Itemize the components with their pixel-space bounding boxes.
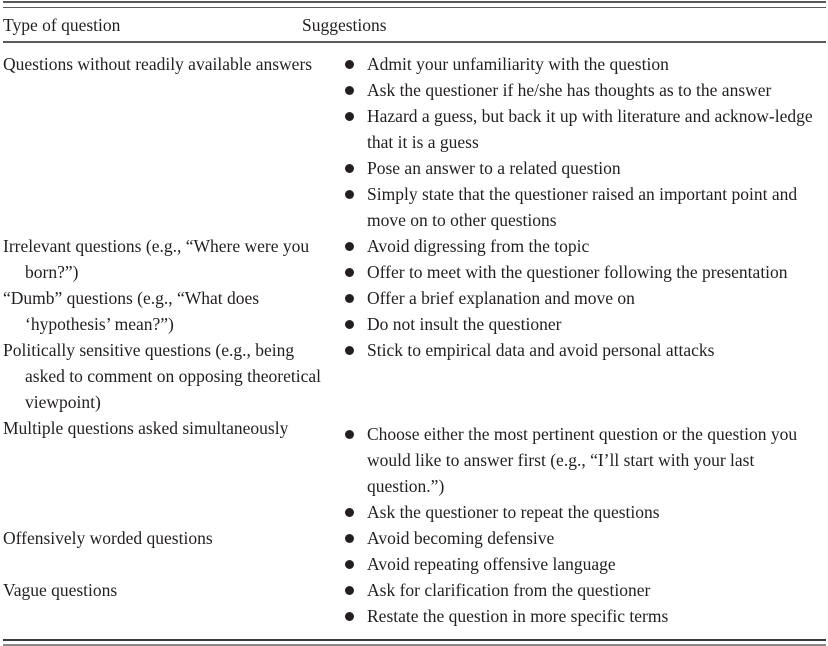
suggestion-item: Avoid repeating offensive language: [337, 551, 826, 577]
suggestion-item: Hazard a guess, but back it up with literature and acknow-ledge that it is a guess: [337, 103, 826, 155]
bullet-icon: [345, 534, 354, 543]
bullet-icon: [345, 508, 354, 517]
questions-table: [3, 0, 826, 646]
table-row: [3, 415, 826, 525]
table-body: [3, 43, 826, 629]
suggestion-item: Offer a brief explanation and move on: [337, 285, 826, 311]
table-row: [3, 337, 826, 415]
suggestion-list: [337, 51, 826, 233]
bullet-icon: [345, 112, 354, 121]
bullet-icon: [345, 294, 354, 303]
table-row: [3, 577, 826, 629]
suggestion-item: Ask the questioner if he/she has thoughts as to the answer: [337, 77, 826, 103]
question-type: Irrelevant questions (e.g., “Where were you born?”): [3, 236, 310, 282]
bullet-icon: [345, 190, 354, 199]
table-header: [3, 8, 826, 41]
suggestion-item: Choose either the most pertinent question or the question you would like to answer first (e.g., “I’ll start with your last question.”): [337, 421, 826, 499]
bullet-icon: [345, 86, 354, 95]
question-type: Politically sensitive questions (e.g., being asked to comment on opposing theoretical viewpoint): [3, 340, 321, 412]
suggestion-item: Avoid digressing from the topic: [337, 233, 826, 259]
suggestion-item: Admit your unfamiliarity with the question: [337, 51, 826, 77]
bottom-rule: [3, 639, 826, 641]
question-type: Offensively worded questions: [3, 528, 213, 548]
question-type: “Dumb” questions (e.g., “What does ‘hypothesis’ mean?”): [3, 288, 260, 334]
suggestion-list: [337, 577, 826, 629]
suggestion-list: [337, 525, 826, 577]
suggestion-item: Ask for clarification from the questioner: [337, 577, 826, 603]
suggestion-item: Pose an answer to a related question: [337, 155, 826, 181]
header-suggestions: Suggestions: [302, 14, 387, 35]
top-rule: [3, 1, 826, 3]
question-type: Multiple questions asked simultaneously: [3, 418, 289, 438]
bullet-icon: [345, 164, 354, 173]
suggestion-list: [337, 415, 826, 525]
question-type: Questions without readily available answers: [3, 54, 313, 74]
suggestion-item: Ask the questioner to repeat the questions: [337, 499, 826, 525]
suggestion-item: Simply state that the questioner raised an important point and move on to other questions: [337, 181, 826, 233]
suggestion-item: Do not insult the questioner: [337, 311, 826, 337]
suggestion-item: Restate the question in more specific terms: [337, 603, 826, 629]
bullet-icon: [345, 268, 354, 277]
table-row: [3, 233, 826, 285]
header-type-of-question: Type of question: [3, 14, 121, 35]
table-row: [3, 51, 826, 233]
bullet-icon: [345, 586, 354, 595]
question-type: Vague questions: [3, 580, 118, 600]
bullet-icon: [345, 320, 354, 329]
suggestion-item: Stick to empirical data and avoid personal attacks: [337, 337, 826, 363]
suggestion-list: [337, 337, 826, 363]
bullet-icon: [345, 430, 354, 439]
suggestion-list: [337, 285, 826, 337]
suggestion-item: Avoid becoming defensive: [337, 525, 826, 551]
bullet-icon: [345, 346, 354, 355]
bullet-icon: [345, 242, 354, 251]
suggestion-list: [337, 233, 826, 285]
table-row: [3, 525, 826, 577]
bullet-icon: [345, 560, 354, 569]
bullet-icon: [345, 60, 354, 69]
table-row: [3, 285, 826, 337]
suggestion-item: Offer to meet with the questioner following the presentation: [337, 259, 826, 285]
